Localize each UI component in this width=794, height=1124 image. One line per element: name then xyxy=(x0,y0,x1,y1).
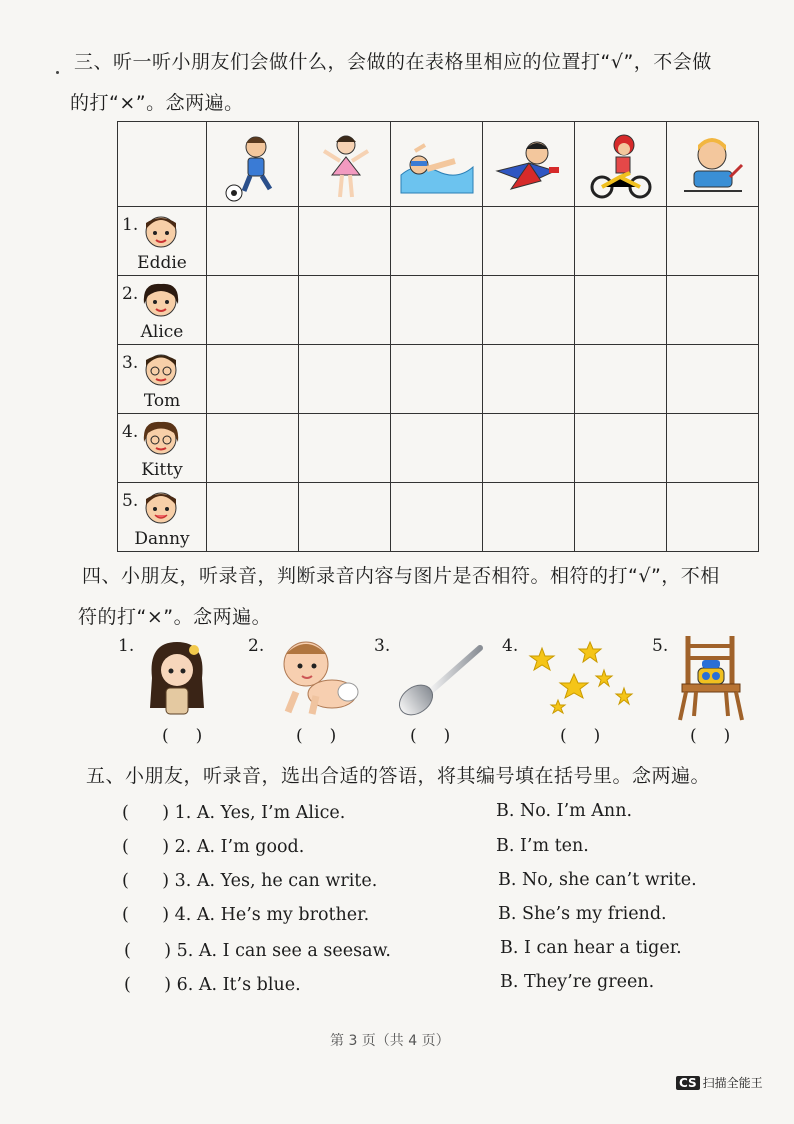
child-cell xyxy=(118,207,207,276)
answer-cell[interactable] xyxy=(299,276,391,345)
answer-cell[interactable] xyxy=(483,276,575,345)
child-name: Tom xyxy=(143,391,181,411)
answer-cell[interactable] xyxy=(483,483,575,552)
table-row xyxy=(118,207,759,276)
activity-header-row xyxy=(118,122,759,207)
stray-dot xyxy=(56,71,59,74)
cycling-icon xyxy=(586,131,656,203)
answer-cell[interactable] xyxy=(299,207,391,276)
activity-swimming xyxy=(391,122,483,207)
child-name: Alice xyxy=(140,322,184,342)
section5-heading-text: 五、小朋友，听录音，选出合适的答语，将其编号填在括号里。念两遍。 xyxy=(86,765,711,787)
item-number: 2. xyxy=(248,636,265,656)
row-number: 3. xyxy=(122,353,139,373)
activity-football xyxy=(207,122,299,207)
table-row xyxy=(118,414,759,483)
answer-cell[interactable] xyxy=(391,207,483,276)
activity-table xyxy=(117,121,759,552)
boy-face-icon xyxy=(140,213,182,249)
answer-cell[interactable] xyxy=(391,345,483,414)
table-row xyxy=(118,483,759,552)
writing-icon xyxy=(678,131,748,203)
question-option-b: B. I can hear a tiger. xyxy=(500,938,682,958)
activity-flying xyxy=(483,122,575,207)
boy-glasses-face-icon xyxy=(140,351,182,387)
section4-heading xyxy=(70,556,780,638)
child-cell xyxy=(118,345,207,414)
question-option-a[interactable]: ( ) 1. A. Yes, I’m Alice. xyxy=(122,803,346,823)
answer-paren[interactable]: ( ) xyxy=(410,726,451,746)
answer-cell[interactable] xyxy=(207,276,299,345)
answer-cell[interactable] xyxy=(575,483,667,552)
answer-paren[interactable]: ( ) xyxy=(560,726,601,746)
answer-cell[interactable] xyxy=(575,276,667,345)
question-option-b: B. I’m ten. xyxy=(496,836,589,856)
picture-item-3 xyxy=(372,630,482,760)
child-cell xyxy=(118,483,207,552)
item-number: 3. xyxy=(374,636,391,656)
section4-heading-line1: 四、小朋友，听录音，判断录音内容与图片是否相符。相符的打“√”，不相 xyxy=(82,565,720,587)
chair-icon xyxy=(676,632,746,722)
answer-paren[interactable]: ( ) xyxy=(162,726,203,746)
child-name: Kitty xyxy=(141,460,183,480)
question-option-a[interactable]: ( ) 5. A. I can see a seesaw. xyxy=(124,941,391,961)
section3-heading-line2: 的打“×”。念两遍。 xyxy=(70,92,244,114)
question-option-b: B. She’s my friend. xyxy=(498,904,667,924)
answer-cell[interactable] xyxy=(575,207,667,276)
flying-icon xyxy=(489,131,569,203)
answer-cell[interactable] xyxy=(391,483,483,552)
child-cell xyxy=(118,414,207,483)
question-option-a[interactable]: ( ) 6. A. It’s blue. xyxy=(124,975,301,995)
spoon-icon xyxy=(396,642,486,718)
table-row xyxy=(118,345,759,414)
question-option-a[interactable]: ( ) 3. A. Yes, he can write. xyxy=(122,871,378,891)
activity-cycling xyxy=(575,122,667,207)
answer-cell[interactable] xyxy=(207,207,299,276)
girl-glasses-face-icon xyxy=(140,420,182,456)
ballet-icon xyxy=(310,131,380,203)
section3-heading-line1: 三、听一听小朋友们会做什么，会做的在表格里相应的位置打“√”，不会做 xyxy=(74,51,712,73)
scanner-watermark xyxy=(676,1074,763,1091)
row-number: 1. xyxy=(122,215,139,235)
girl-face-icon xyxy=(140,282,182,318)
picture-item-5 xyxy=(652,630,762,760)
question-option-a[interactable]: ( ) 4. A. He’s my brother. xyxy=(122,905,370,925)
section4-heading-line2: 符的打“×”。念两遍。 xyxy=(78,606,272,628)
answer-cell[interactable] xyxy=(667,345,759,414)
answer-cell[interactable] xyxy=(483,207,575,276)
answer-paren[interactable]: ( ) xyxy=(690,726,731,746)
answer-cell[interactable] xyxy=(299,483,391,552)
page-footer: 第 3 页（共 4 页） xyxy=(330,1033,450,1049)
picture-item-1 xyxy=(118,630,228,760)
picture-item-2 xyxy=(248,630,368,760)
scanner-logo: CS xyxy=(676,1076,700,1090)
girl-icon xyxy=(142,638,212,722)
question-option-b: B. They’re green. xyxy=(500,972,655,992)
answer-cell[interactable] xyxy=(667,483,759,552)
child-name: Danny xyxy=(134,529,190,549)
answer-cell[interactable] xyxy=(299,414,391,483)
answer-cell[interactable] xyxy=(575,345,667,414)
question-option-b: B. No. I’m Ann. xyxy=(496,801,633,821)
answer-cell[interactable] xyxy=(207,483,299,552)
boy-face-icon xyxy=(140,489,182,525)
row-number: 4. xyxy=(122,422,139,442)
baby-icon xyxy=(268,636,364,720)
section5-heading xyxy=(74,756,784,797)
answer-cell[interactable] xyxy=(483,414,575,483)
row-number: 2. xyxy=(122,284,139,304)
answer-cell[interactable] xyxy=(391,276,483,345)
answer-cell[interactable] xyxy=(207,345,299,414)
row-number: 5. xyxy=(122,491,139,511)
activity-ballet xyxy=(299,122,391,207)
item-number: 5. xyxy=(652,636,669,656)
table-row xyxy=(118,276,759,345)
answer-cell[interactable] xyxy=(299,345,391,414)
answer-cell[interactable] xyxy=(667,207,759,276)
answer-cell[interactable] xyxy=(667,414,759,483)
item-number: 1. xyxy=(118,636,135,656)
question-option-a[interactable]: ( ) 2. A. I’m good. xyxy=(122,837,305,857)
answer-paren[interactable]: ( ) xyxy=(296,726,337,746)
section4-pictures xyxy=(0,630,794,760)
item-number: 4. xyxy=(502,636,519,656)
answer-cell[interactable] xyxy=(667,276,759,345)
activity-writing xyxy=(667,122,759,207)
stars-icon xyxy=(528,640,634,716)
picture-item-4 xyxy=(502,630,634,760)
answer-cell[interactable] xyxy=(391,414,483,483)
section3-heading xyxy=(62,42,772,124)
answer-cell[interactable] xyxy=(483,345,575,414)
question-option-b: B. No, she can’t write. xyxy=(498,870,697,890)
football-icon xyxy=(218,131,288,203)
answer-cell[interactable] xyxy=(207,414,299,483)
answer-cell[interactable] xyxy=(575,414,667,483)
corner-cell xyxy=(118,122,207,207)
child-cell xyxy=(118,276,207,345)
swimming-icon xyxy=(397,131,477,203)
child-name: Eddie xyxy=(137,253,187,273)
scanner-label: 扫描全能王 xyxy=(702,1076,763,1090)
